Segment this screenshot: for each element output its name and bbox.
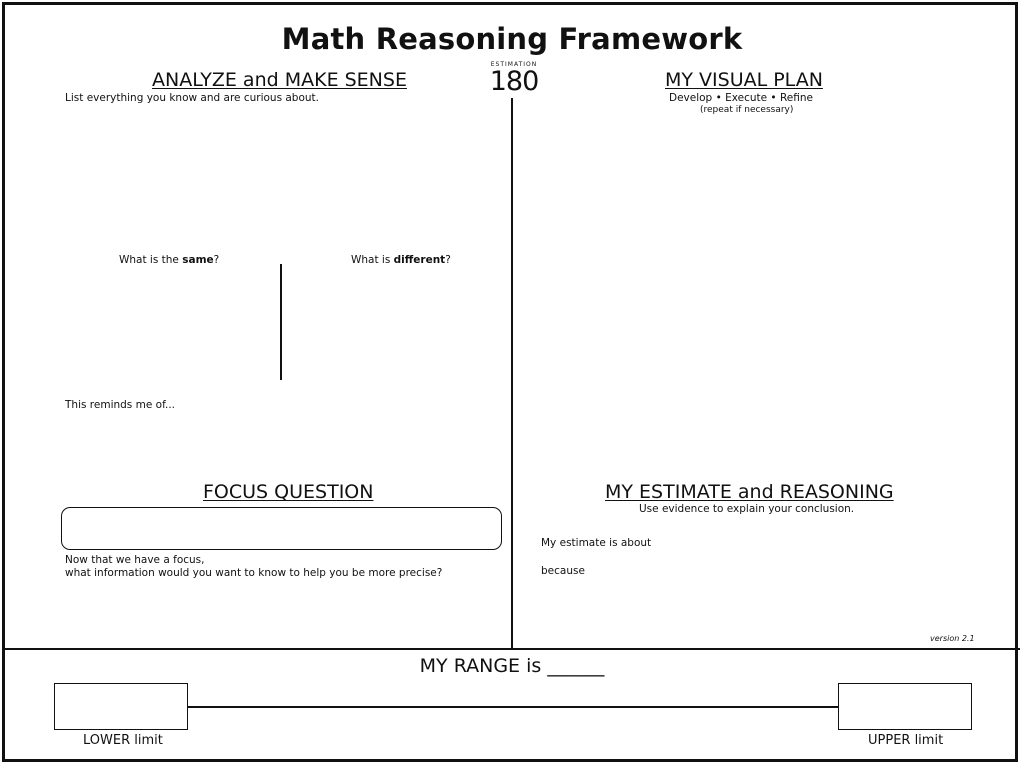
logo-top-text: ESTIMATION: [490, 61, 538, 68]
focus-heading: FOCUS QUESTION: [203, 481, 374, 503]
different-suffix: ?: [445, 254, 451, 266]
estimate-subtitle: Use evidence to explain your conclusion.: [639, 503, 855, 515]
analyze-instruction: List everything you know and are curious about.: [65, 92, 320, 104]
range-line: [187, 706, 838, 708]
lower-limit-box[interactable]: [54, 683, 188, 730]
focus-line-2: what information would you want to know to help you be more precise?: [65, 567, 443, 579]
analyze-heading: ANALYZE and MAKE SENSE: [152, 69, 407, 91]
same-bold: same: [182, 254, 214, 266]
visual-plan-note: (repeat if necessary): [700, 105, 794, 115]
different-prefix: What is: [351, 254, 394, 266]
same-suffix: ?: [213, 254, 220, 266]
page-title: Math Reasoning Framework: [281, 22, 743, 56]
different-prompt: [351, 254, 451, 266]
visual-plan-heading: MY VISUAL PLAN: [665, 69, 823, 91]
range-heading: MY RANGE is ______: [419, 655, 605, 677]
focus-question-box[interactable]: [61, 507, 502, 550]
visual-plan-steps: Develop • Execute • Refine: [669, 92, 813, 104]
vertical-divider: [511, 98, 513, 650]
same-prefix: What is the: [119, 254, 183, 266]
estimate-line-2: because: [541, 565, 585, 577]
upper-limit-label: UPPER limit: [868, 733, 944, 748]
same-different-divider: [280, 264, 282, 380]
version-label: version 2.1: [930, 634, 975, 643]
same-prompt: [119, 254, 219, 266]
upper-limit-box[interactable]: [838, 683, 972, 730]
logo-number: 180: [489, 66, 539, 97]
reminds-prompt: This reminds me of...: [65, 399, 176, 411]
lower-limit-label: LOWER limit: [83, 733, 163, 748]
estimate-heading: MY ESTIMATE and REASONING: [605, 481, 894, 503]
different-bold: different: [393, 254, 446, 266]
estimation-180-logo: [488, 61, 540, 101]
estimate-line-1: My estimate is about: [541, 537, 652, 549]
focus-line-1: Now that we have a focus,: [65, 554, 205, 566]
horizontal-divider: [4, 648, 1020, 650]
